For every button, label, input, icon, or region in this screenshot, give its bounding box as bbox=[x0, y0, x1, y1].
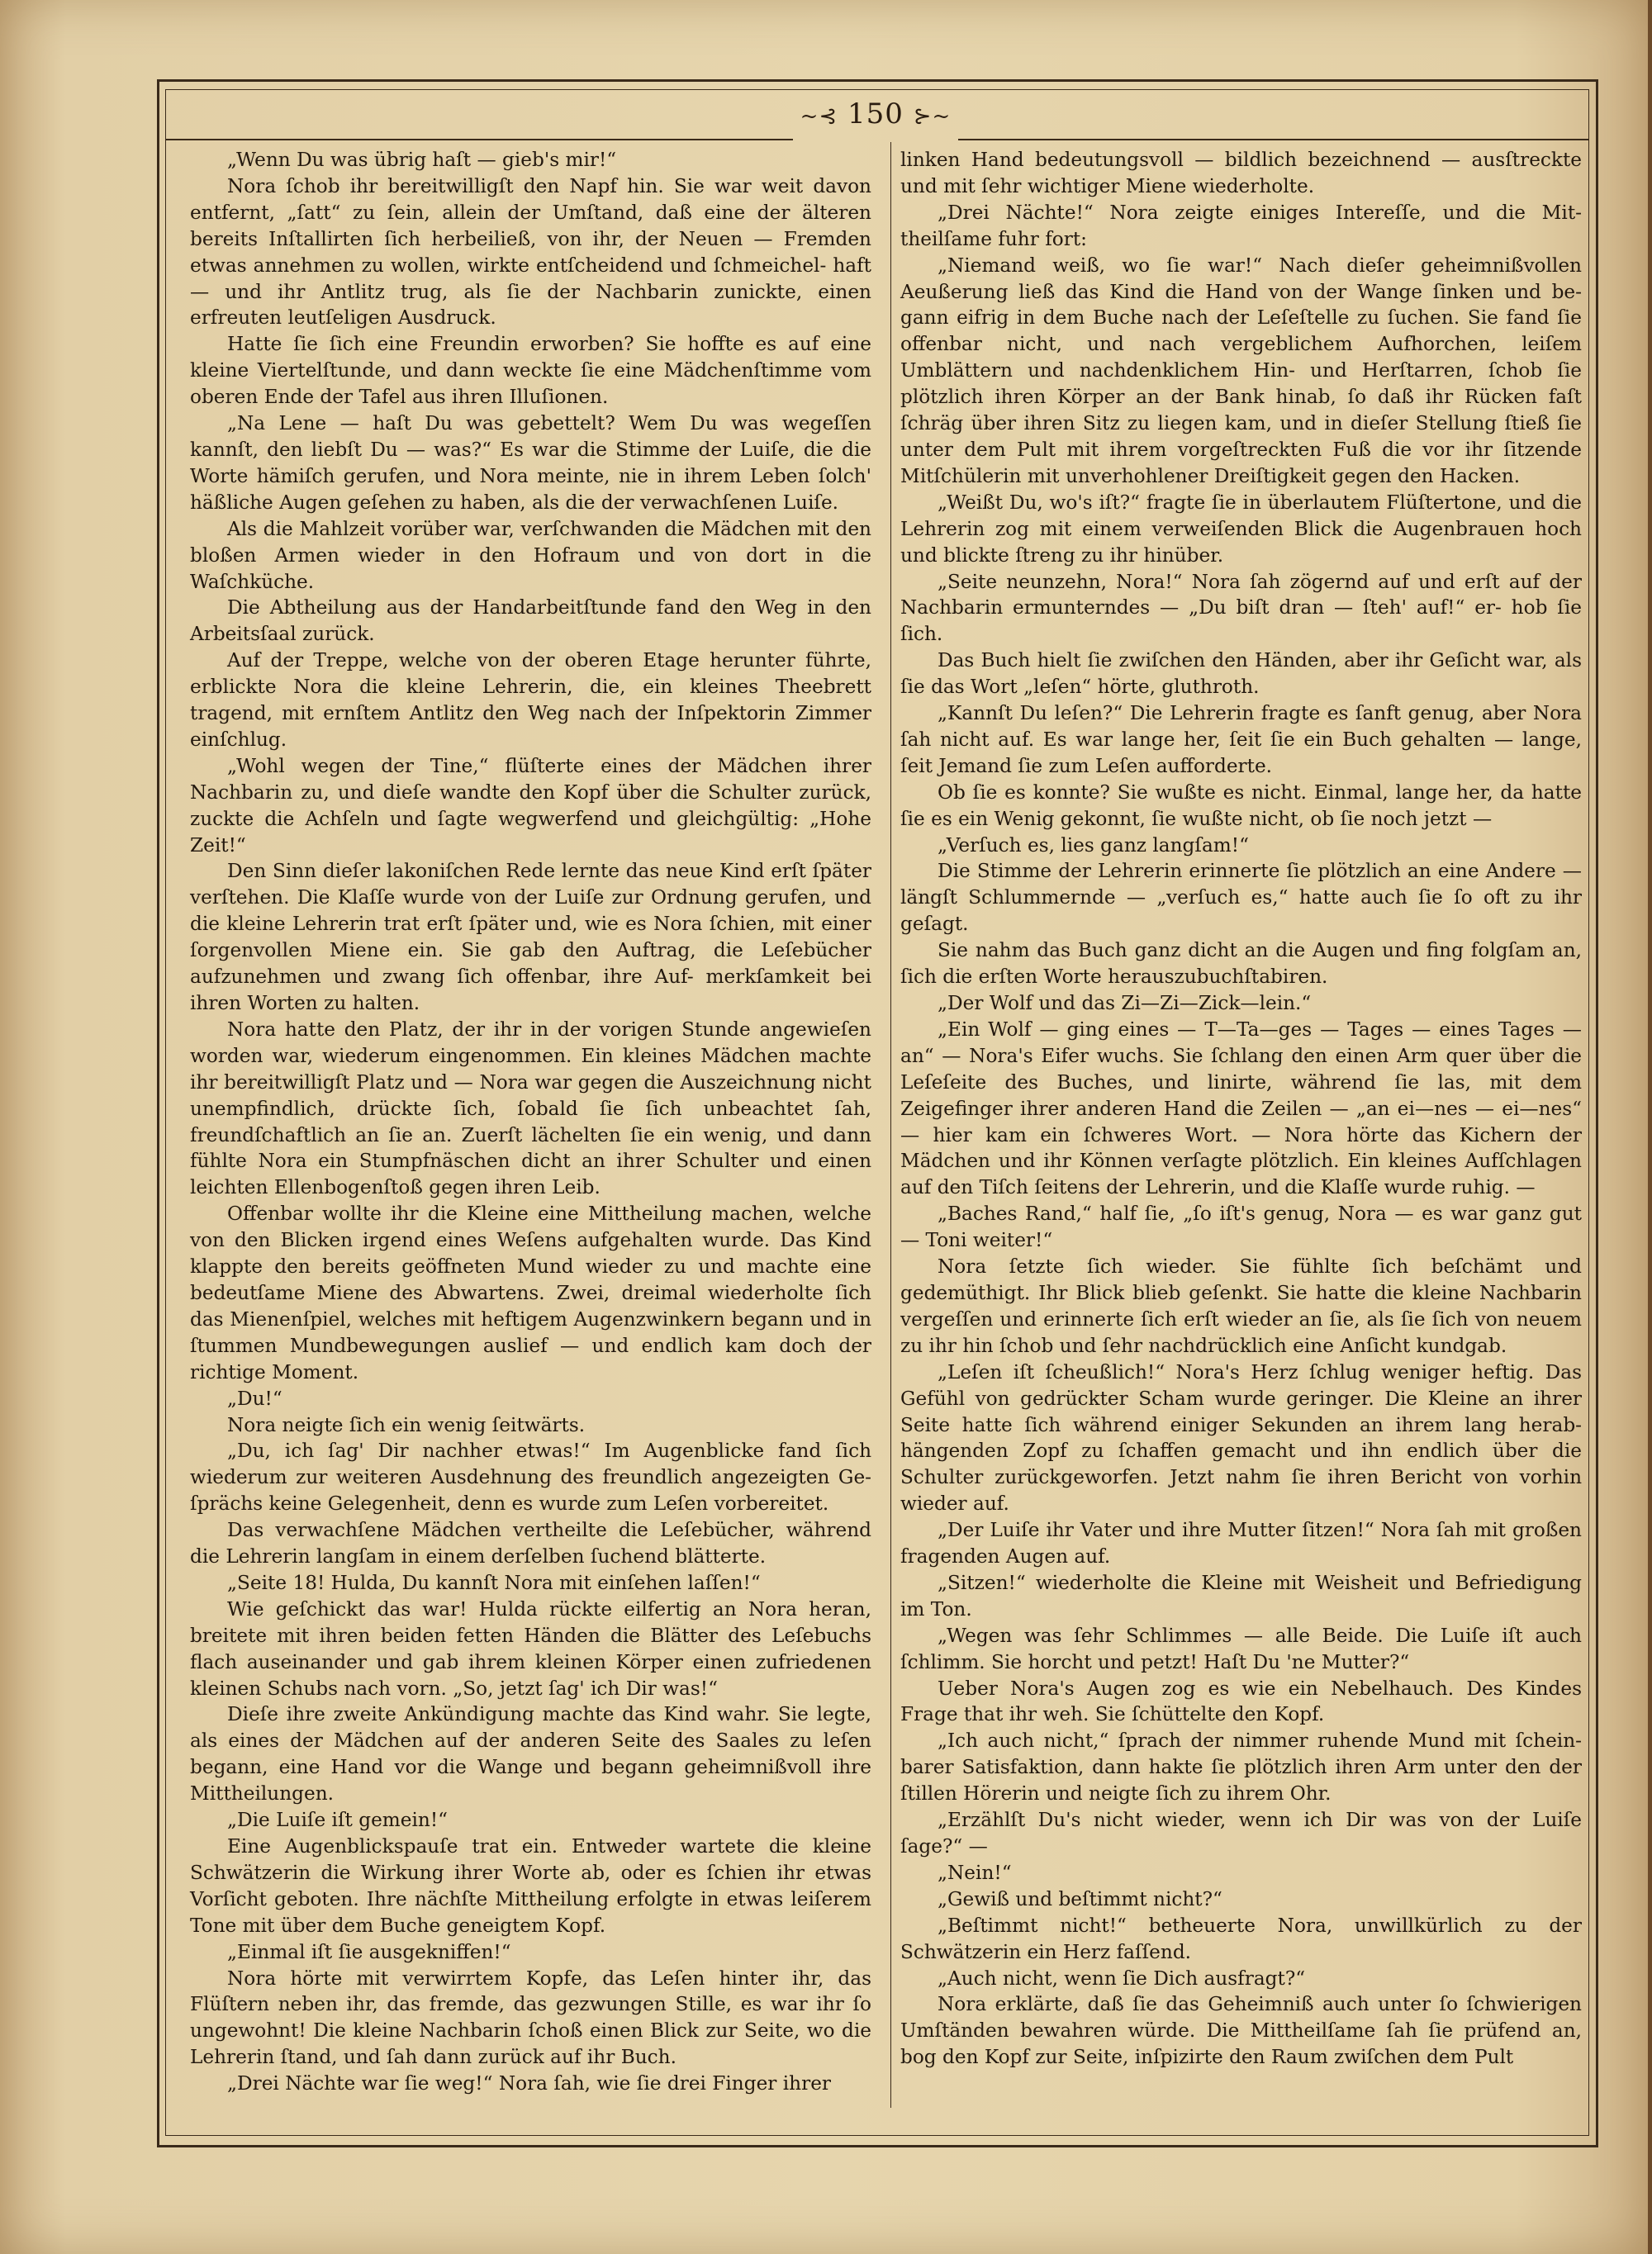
paragraph: Als die Mahlzeit vorüber war, verſchwanden die Mädchen mit den bloßen Armen wieder in den Hofraum und von dort in die Waſchküche. bbox=[190, 517, 871, 593]
page-number-header bbox=[793, 97, 958, 130]
paragraph: Die Stimme der Lehrerin erinnerte ſie plötzlich an eine Andere — längſt Schlummernde — „verſuch es,“ hatte auch ſie ſo oft zu ihr geſagt. bbox=[900, 860, 1582, 936]
paragraph: „Baches Rand,“ half ſie, „ſo iſt's genug, Nora — es war ganz gut — Toni weiter!“ bbox=[900, 1203, 1582, 1252]
paragraph: „Sitzen!“ wiederholte die Kleine mit Weisheit und Befriedigung im Ton. bbox=[900, 1571, 1582, 1621]
paragraph: „Drei Nächte war ſie weg!“ Nora ſah, wie ſie drei Finger ihrer bbox=[227, 2072, 832, 2095]
paragraph: Den Sinn dieſer lakoniſchen Rede lernte das neue Kind erſt ſpäter verſtehen. Die Klaſſe wurde von der Luiſe zur Ordnung gerufen, und die kleine Lehrerin trat erſt ſpäter und, wie es Nora ſchien, mit einer ſorgenvollen Miene ein. Sie gab den Auftrag, die Leſebücher aufzunehmen und zwang ſich offenbar, ihre Auf- merkſamkeit bei ihren Worten zu halten. bbox=[190, 860, 871, 1014]
paragraph: „Einmal iſt ſie ausgekniffen!“ bbox=[227, 1940, 511, 1963]
paragraph: „Du, ich ſag' Dir nachher etwas!“ Im Augenblicke fand ſich wiederum zur weiteren Ausdehnung des freundlich angezeigten Ge- ſprächs keine Gelegenheit, denn es wurde zum Leſen vorbereitet. bbox=[190, 1440, 871, 1516]
paragraph: „Wohl wegen der Tine,“ flüſterte eines der Mädchen ihrer Nachbarin zu, und dieſe wandte den Kopf über die Schulter zurück, zuckte die Achſeln und ſagte wegwerfend und gleichgültig: „Hohe Zeit!“ bbox=[190, 754, 871, 857]
paragraph: „Erzählſt Du's nicht wieder, wenn ich Dir was von der Luiſe ſage?“ — bbox=[900, 1809, 1582, 1858]
paragraph: „Drei Nächte!“ Nora zeigte einiges Intereſſe, und die Mit- theilſame fuhr fort: bbox=[900, 201, 1582, 250]
paragraph: „Verſuch es, lies ganz langſam!“ bbox=[938, 833, 1249, 857]
paragraph: Das Buch hielt ſie zwiſchen den Händen, aber ihr Geſicht war, als ſie das Wort „leſen“ hörte, gluthroth. bbox=[900, 649, 1582, 699]
paragraph: Eine Augenblickspauſe trat ein. Entweder wartete die kleine Schwätzerin die Wirkung ihrer Worte ab, oder es ſchien ihr etwas Vorſicht geboten. Ihre nächſte Mittheilung erfolgte in etwas leiſerem Tone mit über dem Buche geneigtem Kopf. bbox=[190, 1835, 871, 1937]
paragraph: Ob ſie es konnte? Sie wußte es nicht. Einmal, lange her, da hatte ſie es ein Wenig gekonnt, ſie wußte nicht, ob ſie noch jetzt — bbox=[900, 781, 1582, 830]
paragraph: „Der Wolf und das Zi—Zi—Zick—lein.“ bbox=[938, 992, 1312, 1014]
paragraph: „Gewiß und beſtimmt nicht?“ bbox=[938, 1887, 1222, 1910]
paragraph: Nora ſetzte ſich wieder. Sie fühlte ſich beſchämt und gedemüthigt. Ihr Blick blieb geſenkt. Sie hatte die kleine Nachbarin vergeſſen und erinnerte ſich erſt wieder an ſie, als ſie ſich von neuem zu ihr hin ſchob und ſehr nachdrücklich eine Anſicht kundgab. bbox=[900, 1255, 1582, 1357]
paragraph: Die Abtheilung aus der Handarbeitſtunde fand den Weg in den Arbeitsſaal zurück. bbox=[190, 596, 871, 646]
paragraph: „Der Luiſe ihr Vater und ihre Mutter ſitzen!“ Nora ſah mit großen fragenden Augen auf. bbox=[900, 1519, 1582, 1568]
paragraph: „Na Lene — haſt Du was gebettelt? Wem Du was wegeſſen kannſt, den liebſt Du — was?“ Es war die Stimme der Luiſe, die die Worte hämiſch gerufen, und Nora meinte, nie in ihrem Leben ſolch' häßliche Augen geſehen zu haben, als die der verwachſenen Luiſe. bbox=[190, 412, 871, 514]
paragraph: „Seite neunzehn, Nora!“ Nora ſah zögernd auf und erſt auf der Nachbarin ermunterndes — „Du biſt dran — ſteh' auf!“ er- hob ſie ſich. bbox=[900, 570, 1582, 646]
paragraph: „Ich auch nicht,“ ſprach der nimmer ruhende Mund mit ſchein- barer Satisfaktion, dann hakte ſie plötzlich ihren Arm unter den der ſtillen Hörerin und neigte ſich zu ihrem Ohr. bbox=[900, 1730, 1582, 1806]
paragraph: „Du!“ bbox=[227, 1387, 282, 1410]
paragraph: linken Hand bedeutungsvoll — bildlich bezeichnend — ausſtreckte und mit ſehr wichtiger Miene wiederholte. bbox=[900, 149, 1582, 197]
paragraph: Nora ſchob ihr bereitwilligſt den Napf hin. Sie war weit davon entfernt, „ſatt“ zu ſein, allein der Umſtand, daß eine der älteren bereits Inſtallirten ſich herbeiließ, von ihr, der Neuen — Fremden etwas annehmen zu wollen, wirkte entſcheidend und ſchmeichel- haft — und ihr Antlitz trug, als ſie der Nachbarin zunickte, einen erfreuten leutſeligen Ausdruck. bbox=[190, 174, 871, 330]
paragraph: Ueber Nora's Augen zog es wie ein Nebelhauch. Des Kindes Frage that ihr weh. Sie ſchüttelte den Kopf. bbox=[900, 1677, 1582, 1726]
paragraph: Hatte ſie ſich eine Freundin erworben? Sie hoffte es auf eine kleine Viertelſtunde, und dann weckte ſie eine Mädchenſtimme vom oberen Ende der Tafel aus ihren Illuſionen. bbox=[190, 333, 871, 409]
paragraph: Nora hatte den Platz, der ihr in der vorigen Stunde angewieſen worden war, wiederum eingenommen. Ein kleines Mädchen machte ihr bereitwilligſt Platz und — Nora war gegen die Auszeichnung nicht unempfindlich, drückte ſich, ſobald ſie ſich unbeachtet ſah, freundſchaftlich an ſie an. Zuerſt lächelten ſie ein wenig, und dann fühlte Nora ein Stumpfnäschen dicht an ihrer Schulter und einen leichten Ellenbogenſtoß gegen ihren Leib. bbox=[190, 1018, 871, 1199]
paragraph: „Nein!“ bbox=[938, 1861, 1012, 1884]
column-divider bbox=[890, 142, 891, 2108]
paragraph: Das verwachſene Mädchen vertheilte die Leſebücher, während die Lehrerin langſam in einem derſelben ſuchend blätterte. bbox=[190, 1519, 871, 1568]
paragraph: Offenbar wollte ihr die Kleine eine Mittheilung machen, welche von den Blicken irgend eines Weſens aufgehalten wurde. Das Kind klappte den bereits geöffneten Mund wieder zu und machte eine bedeutſame Miene des Abwartens. Zwei, dreimal wiederholte ſich das Mienenſpiel, welches mit heftigem Augenzwinkern begann und in ſtummen Mundbewegungen auslief — und endlich kam doch der richtige Moment. bbox=[190, 1203, 871, 1383]
header-rule-right bbox=[958, 139, 1589, 140]
page-number: 150 bbox=[847, 97, 904, 130]
paragraph: „Wegen was ſehr Schlimmes — alle Beide. Die Luiſe iſt auch ſchlimm. Sie horcht und petzt! Haſt Du 'ne Mutter?“ bbox=[900, 1624, 1582, 1673]
header-rule-left bbox=[165, 139, 793, 140]
paragraph: Auf der Treppe, welche von der oberen Etage herunter führte, erblickte Nora die kleine Lehrerin, die, ein kleines Theebrett tragend, mit ernſtem Antlitz den Weg nach der Inſpektorin Zimmer einſchlug. bbox=[190, 649, 871, 751]
right-column bbox=[900, 147, 1582, 2071]
paragraph: Nora erklärte, daß ſie das Geheimniß auch unter ſo ſchwierigen Umſtänden bewahren würde. Die Mittheilſame ſah ſie prüfend an, bog den Kopf zur Seite, inſpizirte den Raum zwiſchen dem Pult bbox=[900, 1993, 1582, 2069]
paragraph: Dieſe ihre zweite Ankündigung machte das Kind wahr. Sie legte, als eines der Mädchen auf der anderen Seite des Saales zu leſen begann, eine Hand vor die Wange und begann geheimnißvoll ihre Mittheilungen. bbox=[190, 1703, 871, 1806]
paragraph: „Niemand weiß, wo ſie war!“ Nach dieſer geheimnißvollen Aeußerung ließ das Kind die Hand von der Wange ſinken und be- gann eifrig in dem Buche nach der Leſeſtelle zu ſuchen. Sie fand ſie offenbar nicht, und nach vergeblichem Aufhorchen, leiſem Umblättern und nachdenklichem Hin- und Herſtarren, ſchob ſie plötzlich ihren Körper an der Bank hinab, ſo daß ihr Rücken faſt ſchräg über ihren Sitz zu liegen kam, und in dieſer Stellung ſtieß ſie unter dem Pult mit ihrem vorgeſtreckten Fuß die vor ihr ſitzende Mitſchülerin mit unverhohlener Dreiſtigkeit gegen den Hacken. bbox=[900, 254, 1582, 487]
ornament-left-icon: ~⊰ bbox=[800, 104, 838, 129]
paragraph: „Kannſt Du leſen?“ Die Lehrerin fragte es ſanft genug, aber Nora ſah nicht auf. Es war lange her, ſeit ſie ein Buch gehalten — lange, ſeit Jemand ſie zum Leſen aufforderte. bbox=[900, 702, 1582, 777]
left-column bbox=[190, 147, 871, 2097]
paragraph: Nora neigte ſich ein wenig ſeitwärts. bbox=[227, 1413, 586, 1436]
paragraph: „Die Luiſe iſt gemein!“ bbox=[227, 1809, 449, 1832]
paragraph: „Leſen iſt ſcheußlich!“ Nora's Herz ſchlug weniger heftig. Das Gefühl von gedrückter Scham wurde geringer. Die Kleine an ihrer Seite hatte ſich während einiger Sekunden an ihrem lang herab- hängenden Zopf zu ſchaffen gemacht und ihn endlich über die Schulter zurückgeworfen. Jetzt nahm ſie ihren Bericht von vorhin wieder auf. bbox=[900, 1360, 1582, 1516]
paragraph: „Ein Wolf — ging eines — T—Ta—ges — Tages — eines Tages — an“ — Nora's Eifer wuchs. Sie ſchlang den einen Arm quer über die Leſeſeite des Buches, und linirte, während ſie las, mit dem Zeigefinger ihrer anderen Hand die Zeilen — „an ei—nes — ei—nes“ — hier kam ein ſchweres Wort. — Nora hörte das Kichern der Mädchen und ihr Können verſagte plötzlich. Ein kleines Aufſchlagen auf den Tiſch ſeitens der Lehrerin, und die Klaſſe wurde ruhig. — bbox=[900, 1018, 1582, 1199]
paragraph: Sie nahm das Buch ganz dicht an die Augen und fing folgſam an, ſich die erſten Worte herauszubuchſtabiren. bbox=[900, 939, 1582, 989]
paragraph: „Auch nicht, wenn ſie Dich ausfragt?“ bbox=[938, 1967, 1306, 1990]
paragraph: Wie geſchickt das war! Hulda rückte eilfertig an Nora heran, breitete mit ihren beiden fetten Händen die Blätter des Leſebuchs flach auseinander und gab ihrem kleinen Körper einen zufriedenen kleinen Schubs nach vorn. „So, jetzt ſag' ich Dir was!“ bbox=[190, 1597, 871, 1700]
paragraph: „Seite 18! Hulda, Du kannſt Nora mit einſehen laſſen!“ bbox=[227, 1571, 761, 1594]
ornament-right-icon: ⊱~ bbox=[913, 104, 952, 129]
paragraph: Nora hörte mit verwirrtem Kopfe, das Leſen hinter ihr, das Flüſtern neben ihr, das fremde, das gezwungen Stille, es war ihr ſo ungewohnt! Die kleine Nachbarin ſchoß einen Blick zur Seite, wo die Lehrerin ſtand, und ſah dann zurück auf ihr Buch. bbox=[190, 1967, 871, 2069]
paragraph: „Weißt Du, wo's iſt?“ fragte ſie in überlautem Flüſtertone, und die Lehrerin zog mit einem verweiſenden Blick die Augenbrauen hoch und blickte ſtreng zu ihr hinüber. bbox=[900, 491, 1582, 567]
paragraph: „Beſtimmt nicht!“ betheuerte Nora, unwillkürlich zu der Schwätzerin ein Herz faſſend. bbox=[900, 1914, 1582, 1963]
paragraph: „Wenn Du was übrig haſt — gieb's mir!“ bbox=[227, 149, 617, 171]
